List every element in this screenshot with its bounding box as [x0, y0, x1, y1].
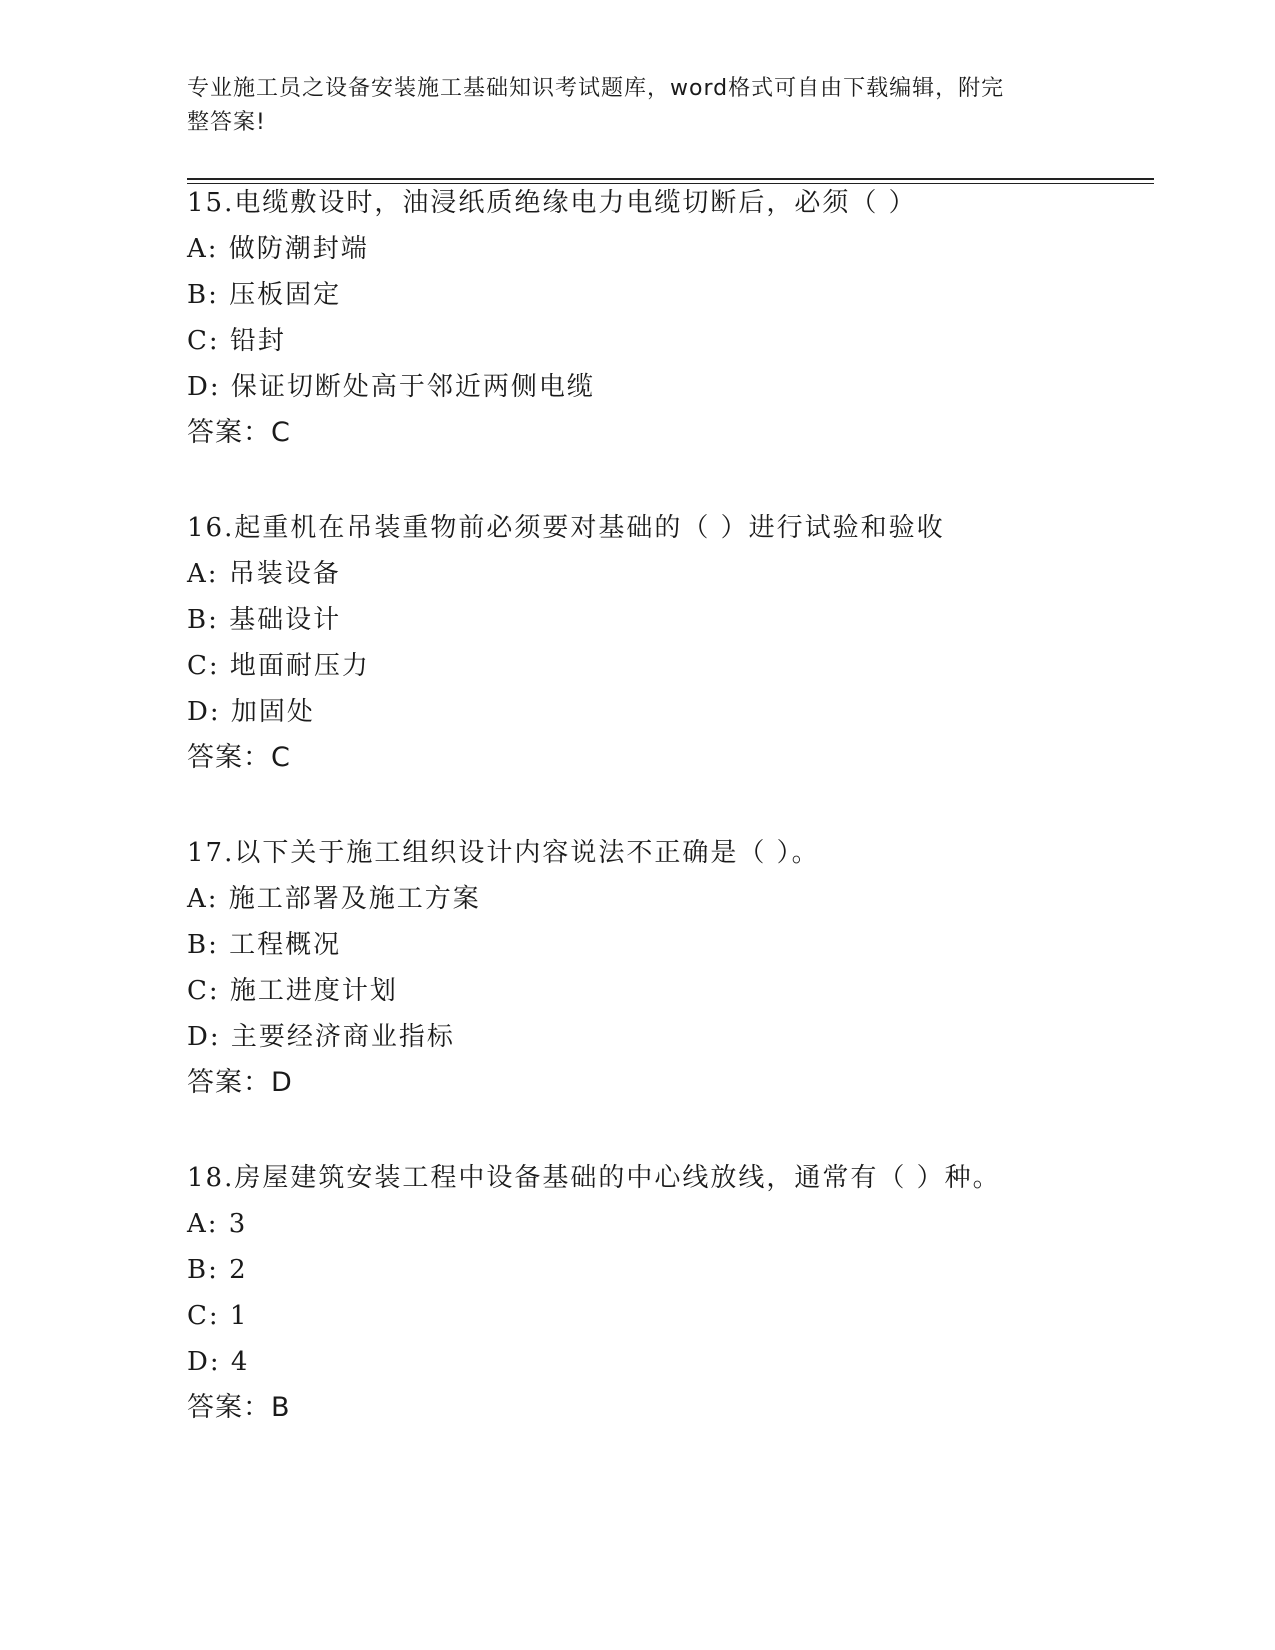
option-c: C: 铅封 [187, 326, 286, 356]
answer: 答案：B [187, 1392, 291, 1423]
option-b: B: 基础设计 [187, 605, 342, 635]
option-d: D: 主要经济商业指标 [187, 1022, 455, 1052]
question-stem: 15.电缆敷设时，油浸纸质绝缘电力电缆切断后，必须（ ） [187, 188, 917, 218]
question-stem: 16.起重机在吊装重物前必须要对基础的（ ）进行试验和验收 [187, 513, 945, 543]
question-17 [187, 830, 1147, 1106]
option-c: C: 1 [187, 1301, 249, 1331]
option-c: C: 施工进度计划 [187, 976, 398, 1006]
document-header [187, 72, 1067, 140]
option-d: D: 加固处 [187, 697, 315, 727]
option-b: B: 压板固定 [187, 280, 342, 310]
option-b: B: 工程概况 [187, 930, 342, 960]
option-d: D: 保证切断处高于邻近两侧电缆 [187, 372, 595, 402]
answer: 答案：C [187, 742, 291, 773]
answer: 答案：C [187, 417, 291, 448]
option-a: A: 3 [187, 1209, 248, 1239]
header-line-2: 整答案! [187, 110, 266, 135]
option-b: B: 2 [187, 1255, 248, 1285]
option-a: A: 施工部署及施工方案 [187, 884, 481, 914]
question-15 [187, 180, 1147, 456]
option-a: A: 吊装设备 [187, 559, 341, 589]
question-stem: 17.以下关于施工组织设计内容说法不正确是（ ）。 [187, 838, 820, 868]
answer: 答案：D [187, 1067, 293, 1098]
option-a: A: 做防潮封端 [187, 234, 369, 264]
question-18 [187, 1155, 1147, 1431]
question-stem: 18.房屋建筑安装工程中设备基础的中心线放线，通常有（ ）种。 [187, 1163, 1001, 1193]
question-16 [187, 505, 1147, 781]
header-line-1: 专业施工员之设备安装施工基础知识考试题库，word格式可自由下载编辑，附完 [187, 76, 1005, 101]
option-d: D: 4 [187, 1347, 250, 1377]
option-c: C: 地面耐压力 [187, 651, 370, 681]
